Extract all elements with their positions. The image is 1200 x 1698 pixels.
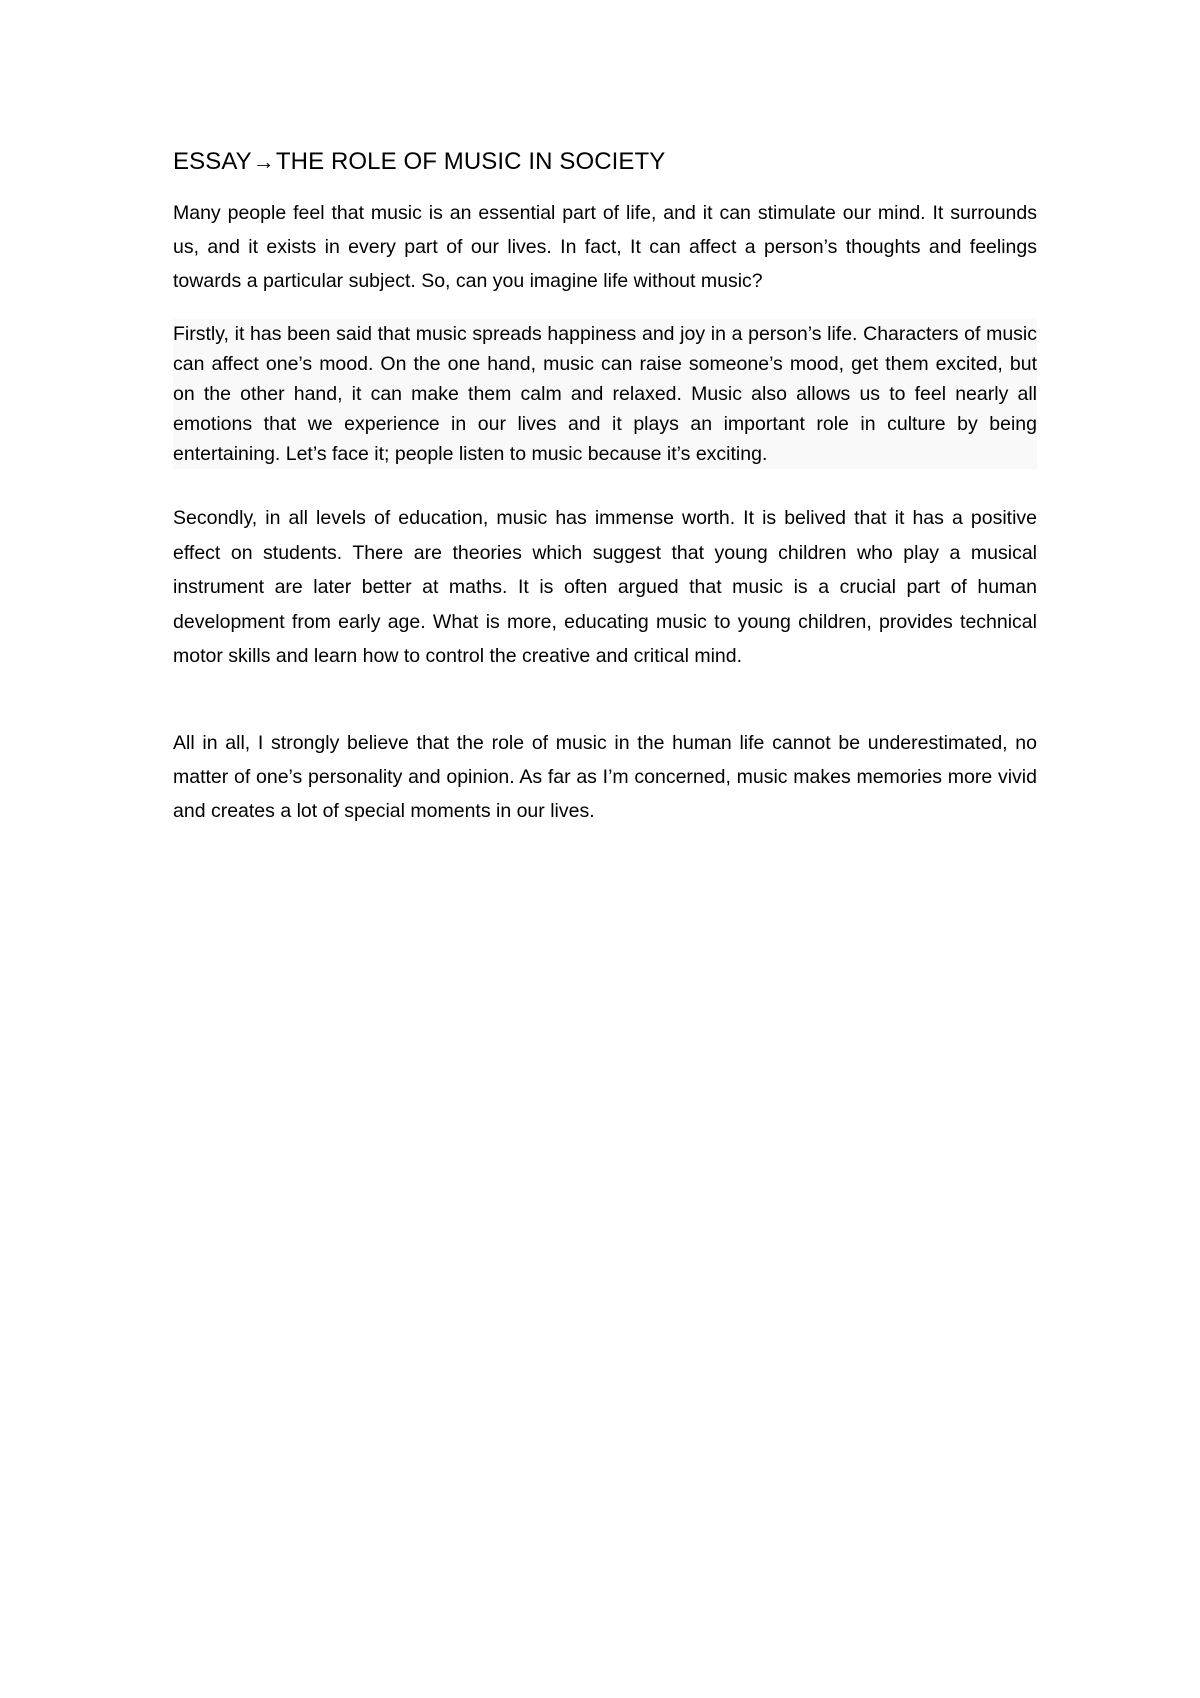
paragraph-conclusion: All in all, I strongly believe that the role of music in the human life cannot be underestimated, no matter of one’s personality and opinion. As far as I’m concerned, music makes memories more vivid and creates a lot of special moments in our lives. — [173, 731, 1037, 822]
paragraph-intro: Many people feel that music is an essential part of life, and it can stimulate our mind. It surrounds us, and it exists in every part of our lives. In fact, It can affect a person’s thoughts and feelings towards a particular subject. So, can you imagine life without music? — [173, 202, 1037, 292]
arrow-right-icon: → — [252, 149, 275, 174]
title-prefix: ESSAY — [173, 148, 252, 175]
essay-title — [173, 146, 1037, 178]
paragraph-firstly: Firstly, it has been said that music spreads happiness and joy in a person’s life. Characters of music can affect one’s mood. On the one hand, music can raise someone’s mood, get them excited, but on the other hand, it can make them calm and relaxed. Music also allows us to feel nearly all emotions that we experience in our lives and it plays an important role in culture by being entertaining. Let’s face it; people listen to music because it’s exciting. — [173, 319, 1037, 469]
title-main: THE ROLE OF MUSIC IN SOCIETY — [275, 148, 666, 175]
essay-content — [173, 146, 1037, 828]
paragraph-secondly: Secondly, in all levels of education, music has immense worth. It is belived that it has a positive effect on students. There are theories which suggest that young children who play a musical instrument are later better at maths. It is often argued that music is a crucial part of human development from early age. What is more, educating music to young children, provides technical motor skills and learn how to control the creative and critical mind. — [173, 507, 1037, 667]
